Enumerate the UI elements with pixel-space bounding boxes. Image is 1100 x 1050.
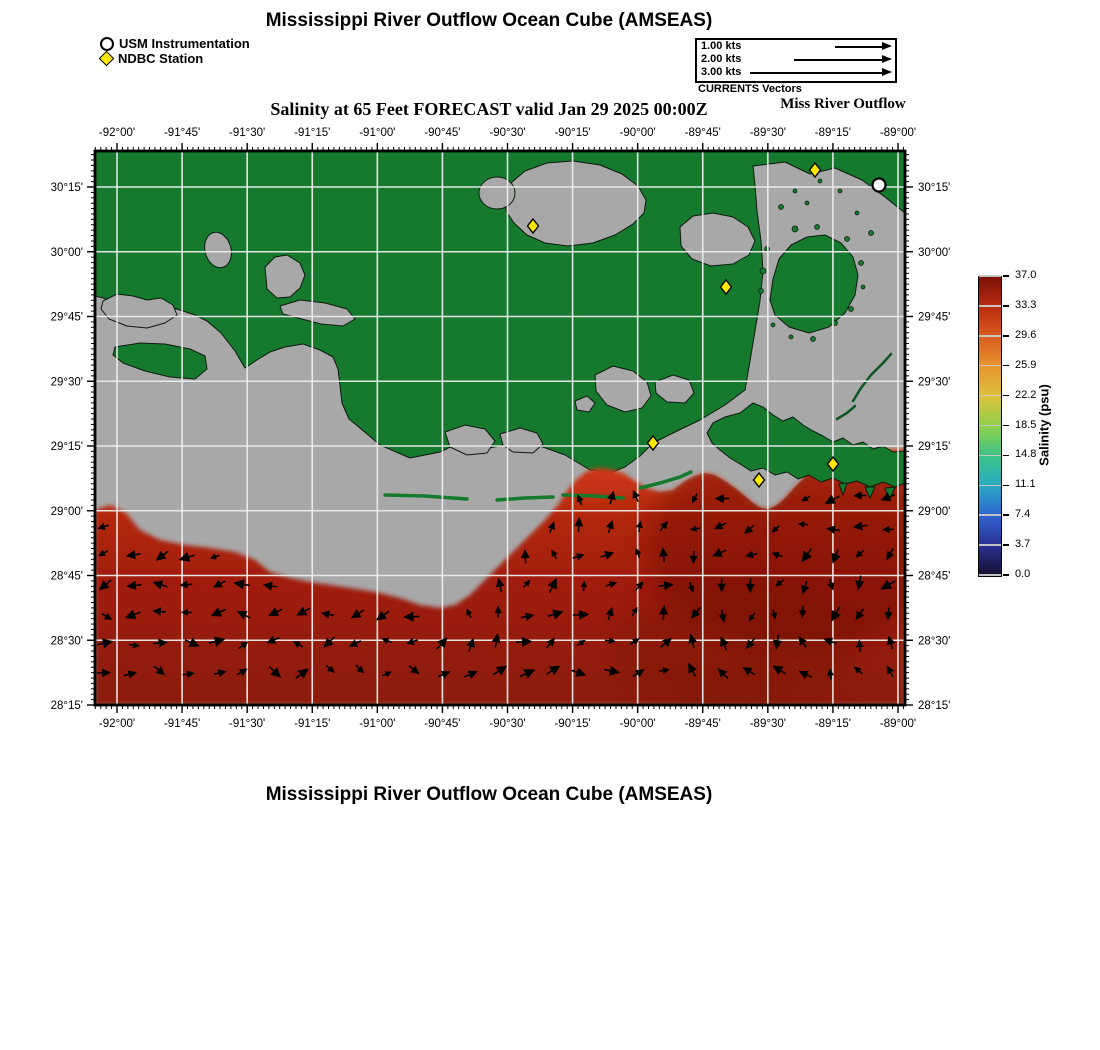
axis-tick-label: 29°15' — [50, 441, 83, 453]
axis-tick-label: 29°00' — [50, 505, 83, 518]
usm-legend-label: USM Instrumentation — [119, 36, 250, 51]
colorbar-tick-line — [979, 275, 1001, 277]
usm-station-marker — [873, 179, 886, 192]
colorbar-tick-line — [979, 425, 1001, 427]
currents-scale-label-3: 3.00 kts — [701, 66, 742, 78]
colorbar — [960, 266, 1100, 596]
colorbar-tick-mark — [1003, 335, 1009, 337]
currents-scale-line-1 — [835, 46, 882, 48]
ndbc-diamond-icon — [99, 51, 115, 67]
colorbar-tick-label: 11.1 — [1015, 478, 1036, 491]
colorbar-tick-label: 18.5 — [1015, 418, 1037, 431]
colorbar-tick-mark — [1003, 395, 1009, 397]
colorbar-tick-line — [979, 365, 1001, 367]
axis-tick-label: -90°45' — [424, 718, 461, 730]
axis-tick-label: -90°30' — [489, 127, 526, 139]
figure-title-top: Mississippi River Outflow Ocean Cube (AMSEAS) — [265, 10, 713, 31]
axis-tick-label: -90°30' — [489, 718, 526, 730]
colorbar-tick-mark — [1003, 365, 1009, 367]
axis-tick-label: -89°30' — [749, 127, 786, 139]
colorbar-tick-label: 0.0 — [1015, 568, 1031, 580]
axis-tick-label: 29°45' — [918, 311, 951, 324]
colorbar-axis-label: Salinity (psu) — [1036, 384, 1052, 466]
axis-tick-label: -92°00' — [98, 718, 136, 730]
usm-legend-row — [100, 36, 250, 51]
axis-tick-label: 30°15' — [50, 182, 83, 194]
arrowhead-icon — [882, 68, 892, 76]
axis-tick-label: 28°30' — [50, 635, 83, 648]
colorbar-tick-label: 7.4 — [1015, 508, 1031, 521]
axis-tick-label: 28°30' — [918, 635, 951, 648]
axis-tick-label: 28°15' — [50, 700, 83, 712]
axis-tick-label: -91°30' — [229, 718, 266, 730]
axis-tick-label: -89°30' — [749, 718, 786, 730]
colorbar-tick-label: 3.7 — [1015, 538, 1031, 551]
colorbar-tick-line — [979, 305, 1001, 307]
currents-caption: CURRENTS Vectors — [698, 83, 802, 95]
currents-scale-label-1: 1.00 kts — [701, 40, 742, 52]
axis-tick-label: 29°15' — [918, 441, 951, 453]
colorbar-tick-mark — [1003, 455, 1009, 457]
currents-scale-line-2 — [794, 59, 882, 61]
colorbar-gradient — [978, 276, 1002, 577]
axis-tick-label: -91°45' — [163, 718, 201, 730]
colorbar-tick-line — [979, 514, 1001, 516]
axis-tick-label: -89°00' — [879, 127, 917, 139]
currents-scale-line-3 — [750, 72, 882, 74]
axis-tick-label: 29°30' — [918, 376, 951, 389]
axis-tick-label: -91°00' — [359, 127, 396, 139]
colorbar-tick-mark — [1003, 275, 1009, 277]
colorbar-tick-label: 22.2 — [1015, 388, 1037, 401]
ndbc-legend-row — [100, 51, 250, 66]
axis-tick-label: -91°45' — [163, 127, 201, 139]
usm-circle-icon — [100, 37, 114, 51]
axis-tick-label: -91°30' — [229, 127, 266, 139]
colorbar-tick-mark — [1003, 485, 1009, 487]
colorbar-tick-mark — [1003, 544, 1009, 546]
axis-tick-label: 29°30' — [50, 376, 83, 389]
colorbar-tick-mark — [1003, 574, 1009, 576]
axis-tick-label: -90°15' — [554, 718, 591, 730]
colorbar-tick-line — [979, 455, 1001, 457]
forecast-subtitle: Salinity at 65 Feet FORECAST valid Jan 29 2025 00:00Z — [270, 99, 708, 119]
station-legend — [100, 36, 250, 66]
axis-tick-label: 28°45' — [50, 570, 83, 583]
currents-scale-box — [695, 38, 897, 83]
axis-tick-label: 29°45' — [50, 311, 83, 324]
colorbar-tick-mark — [1003, 425, 1009, 427]
axis-tick-label: -89°15' — [814, 718, 852, 730]
axis-tick-label: 30°15' — [918, 182, 951, 194]
currents-scale-row-3 — [697, 66, 895, 79]
ndbc-legend-label: NDBC Station — [118, 51, 204, 66]
axis-tick-label: -89°00' — [879, 718, 917, 730]
currents-scale-row-1 — [697, 40, 895, 53]
map-canvas — [35, 119, 955, 739]
colorbar-tick-line — [979, 395, 1001, 397]
colorbar-tick-label: 25.9 — [1015, 358, 1037, 371]
axis-tick-label: -89°15' — [814, 127, 852, 139]
arrowhead-icon — [882, 42, 892, 50]
colorbar-tick-line — [979, 574, 1001, 576]
axis-tick-label: 29°00' — [918, 505, 951, 518]
axis-tick-label: 28°45' — [918, 570, 951, 583]
usm-station — [873, 179, 886, 192]
axis-tick-label: -91°00' — [359, 718, 396, 730]
currents-scale-label-2: 2.00 kts — [701, 53, 742, 65]
colorbar-tick-label: 33.3 — [1015, 298, 1037, 311]
axis-tick-label: -89°45' — [684, 718, 721, 730]
colorbar-tick-label: 37.0 — [1015, 269, 1037, 281]
arrowhead-icon — [882, 55, 892, 63]
axis-tick-label: 30°00' — [50, 246, 83, 259]
currents-scale-row-2 — [697, 53, 895, 66]
colorbar-tick-line — [979, 335, 1001, 337]
miss-river-outflow-label: Miss River Outflow — [780, 96, 906, 112]
axis-tick-label: -91°15' — [294, 127, 331, 139]
axis-tick-label: 30°00' — [918, 246, 951, 259]
axis-tick-label: -90°15' — [554, 127, 591, 139]
colorbar-tick-mark — [1003, 514, 1009, 516]
colorbar-tick-label: 14.8 — [1015, 448, 1037, 461]
axis-tick-label: -91°15' — [294, 718, 331, 730]
colorbar-tick-line — [979, 544, 1001, 546]
axis-tick-label: -92°00' — [98, 127, 136, 139]
colorbar-tick-line — [979, 485, 1001, 487]
axis-tick-label: -90°45' — [424, 127, 461, 139]
axis-tick-label: -90°00' — [619, 718, 656, 730]
axis-tick-label: -89°45' — [684, 127, 721, 139]
axis-tick-label: 28°15' — [918, 700, 951, 712]
figure-title-bottom: Mississippi River Outflow Ocean Cube (AMSEAS) — [265, 784, 713, 805]
colorbar-tick-mark — [1003, 305, 1009, 307]
colorbar-tick-label: 29.6 — [1015, 328, 1037, 341]
axis-tick-label: -90°00' — [619, 127, 656, 139]
